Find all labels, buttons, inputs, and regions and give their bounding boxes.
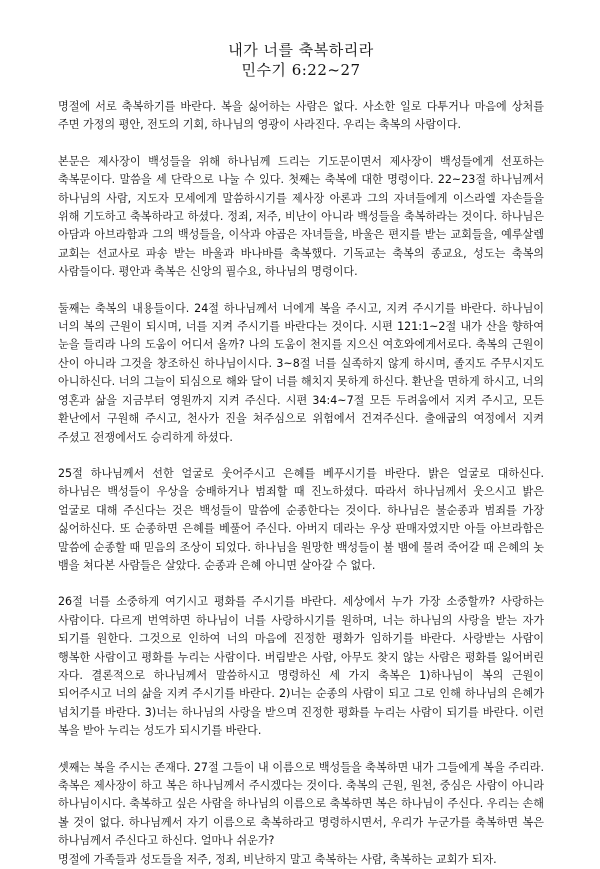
title-block xyxy=(58,40,544,80)
paragraph-second-point: 둘째는 축복의 내용들이다. 24절 하나님께서 너에게 복을 주시고, 지켜 주시기를 바란다. 하나님이 너의 복의 근원이 되시며, 너를 지켜 주시기를 바란다는 것이다. 시편 121:1~2절 내가 산을 향하여 눈을 들리라 나의 도움이 어디서 올까? 나의 도움이 천지를 지으신 여호와에게서로다. 축복의 근원이 산이 아니라 그것을 창조하신 하나님이시다. 3~8절 너를 실족하지 않게 하시며, 졸지도 주무시지도 아니하신다. 너의 그늘이 되심으로 해와 달이 너를 해치지 못하게 하신다. 환난을 면하게 하시고, 너의 영혼과 삶을 지금부터 영원까지 지켜 주신다. 시편 34:4~7절 모든 두려움에서 지켜 주시고, 모든 환난에서 구원해 주시고, 천사가 진을 쳐주심으로 위험에서 건져주신다. 출애굽의 여정에서 지켜 주셨고 전쟁에서도 승리하게 하셨다. xyxy=(58,301,544,444)
scripture-reference: 민수기 6:22~27 xyxy=(241,61,361,79)
paragraph-verse-26: 26절 너를 소중하게 여기시고 평화를 주시기를 바란다. 세상에서 누가 가장 소중할까? 사랑하는 사람이다. 다르게 번역하면 하나님이 너를 사랑하시기를 원하며, 너는 하나님의 사랑을 받는 자가 되기를 원한다. 그것으로 인하여 너의 마음에 진정한 평화가 임하기를 바란다. 사랑받는 사람이 행복한 사람이고 평화를 누리는 사람이다. 버림받은 사람, 아무도 찾지 않는 사람은 평화를 잃어버린 자다. 결론적으로 하나님께서 말씀하시고 명령하신 세 가지 축복은 1)하나님이 복의 근원이 되어주시고 너의 삶을 지켜 주시기를 바란다. 2)너는 순종의 사람이 되고 그로 인해 하나님의 은혜가 넘치기를 바란다. 3)너는 하나님의 사랑을 받으며 진정한 평화를 누리는 사람이 되기를 바란다. 이런 복을 받아 누리는 성도가 되시기를 바란다. xyxy=(58,595,544,738)
paragraph-verse-25: 25절 하나님께서 선한 얼굴로 웃어주시고 은혜를 베푸시기를 바란다. 밝은 얼굴로 대하신다. 하나님은 백성들이 우상을 숭배하거나 범죄할 때 진노하셨다. 따라서 하나님께서 웃으시고 밝은 얼굴로 대해 주신다는 것은 백성들이 말씀에 순종한다는 것이다. 하나님은 불순종과 범죄를 가장 싫어하신다. 또 순종하면 은혜를 베풀어 주신다. 아버지 데라는 우상 판매자였지만 아들 아브라함은 말씀에 순종할 때 믿음의 조상이 되었다. 하나님을 원망한 백성들이 불 뱀에 물려 죽어갈 때 은혜의 놋 뱀을 쳐다본 사람들은 살았다. 순종과 은혜 아니면 살아갈 수 없다. xyxy=(58,466,544,572)
paragraph-conclusion: 명절에 가족들과 성도들을 저주, 정죄, 비난하지 말고 축복하는 사람, 축복하는 교회가 되자. xyxy=(58,852,497,866)
paragraph-first-point: 본문은 제사장이 백성들을 위해 하나님께 드리는 기도문이면서 제사장이 백성들에게 선포하는 축복문이다. 말씀을 세 단락으로 나눌 수 있다. 첫째는 축복에 대한 명령이다. 22~23절 하나님께서 하나님의 사람, 지도자 모세에게 말씀하시기를 제사장 아론과 그의 자녀들에게 이스라엘 자손들을 위해 기도하고 축복하라고 하셨다. 정죄, 저주, 비난이 아니라 백성들을 축복하라는 것이다. 하나님은 아담과 아브라함과 그의 백성들을, 이삭과 야곱은 자녀들을, 바울은 편지를 받는 교회들을, 예루살렘 교회는 선교사로 파송 받는 바울과 바나바를 축복했다. 기독교는 축복의 종교요, 성도는 축복의 사람들이다. 평안과 축복은 신앙의 필수요, 하나님의 명령이다. xyxy=(58,154,544,279)
paragraph-third-point: 셋째는 복을 주시는 존재다. 27절 그들이 내 이름으로 백성들을 축복하면 내가 그들에게 복을 주리라. 축복은 제사장이 하고 복은 하나님께서 주시겠다는 것이다. 축복의 근원, 원천, 중심은 사람이 아니라 하나님이시다. 축복하고 싶은 사람을 하나님의 이름으로 축복하면 복은 하나님이 주신다. 우리는 손해 볼 것이 없다. 하나님께서 자기 이름으로 축복하라고 명령하시면서, 우리가 누군가를 축복하면 복은 하나님께서 주신다고 하신다. 얼마나 쉬운가? xyxy=(58,760,544,848)
sermon-title: 내가 너를 축복하리라 xyxy=(228,41,374,59)
paragraph-intro: 명절에 서로 축복하기를 바란다. 복을 싫어하는 사람은 없다. 사소한 일로 다투거나 마음에 상처를 주면 가정의 평안, 전도의 기회, 하나님의 영광이 사라진다. 우리는 축복의 사람이다. xyxy=(58,100,544,132)
